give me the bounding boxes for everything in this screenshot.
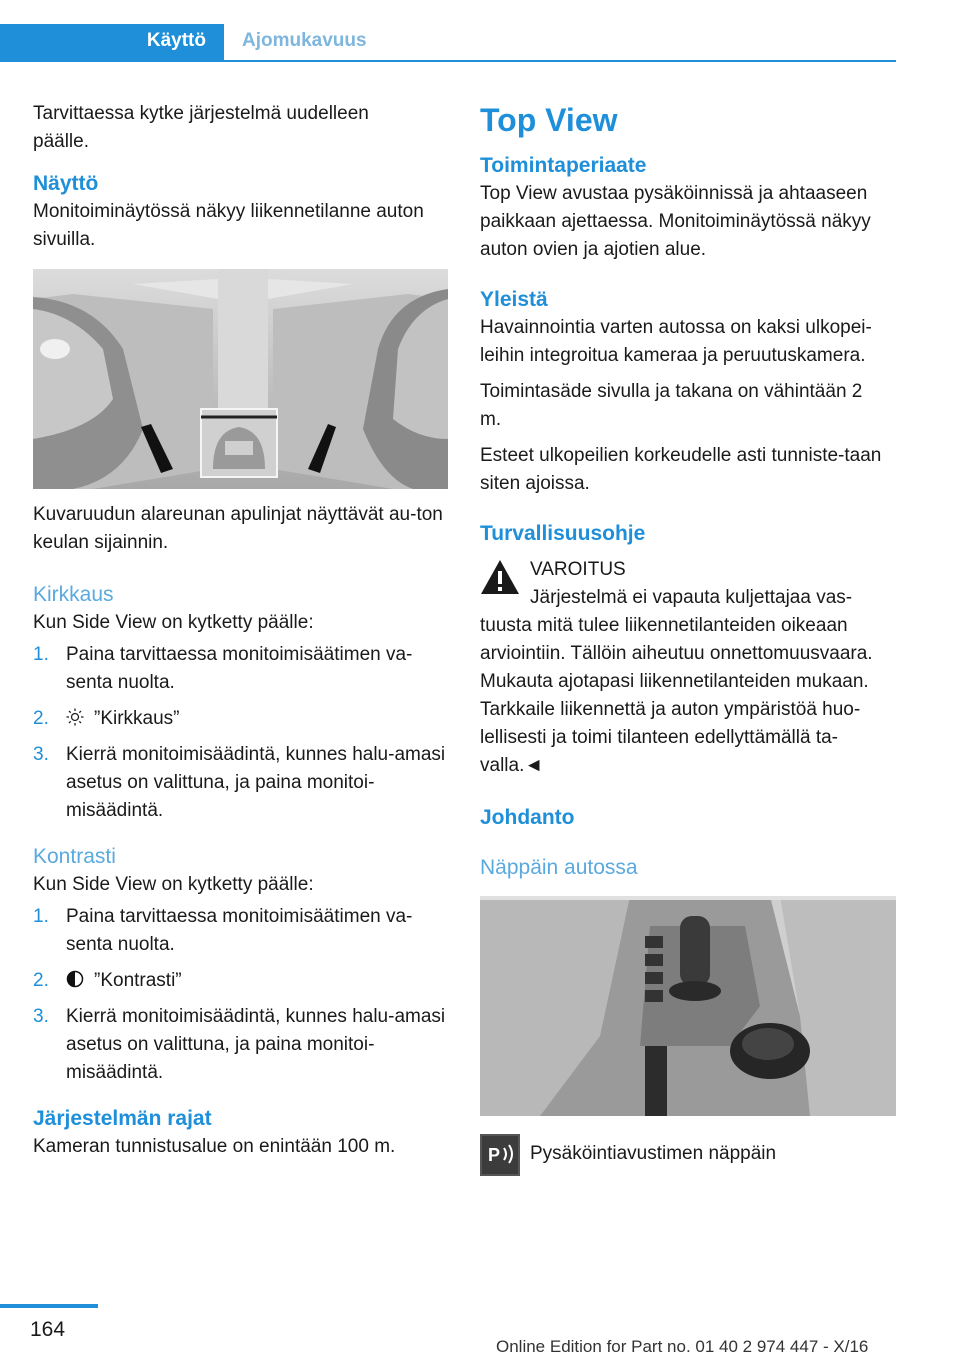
side-view-figure — [33, 269, 448, 489]
edition-text: Online Edition for Part no. 01 40 2 974 447 - X/16 — [496, 1337, 869, 1356]
header-rule — [224, 60, 896, 62]
step-text: ”Kontrasti” — [94, 970, 182, 991]
tab-kaytto[interactable] — [0, 24, 224, 62]
display-heading: Näyttö — [33, 172, 99, 195]
contrast-icon — [66, 970, 84, 988]
limits-heading: Järjestelmän rajat — [33, 1107, 212, 1130]
tab-kaytto-label: Käyttö — [146, 30, 206, 51]
step-number: 1. — [33, 906, 49, 927]
contrast-heading: Kontrasti — [33, 845, 116, 868]
list-item — [33, 641, 448, 697]
contrast-steps — [33, 903, 448, 1087]
general-heading: Yleistä — [480, 288, 548, 311]
general-text-2: Toimintasäde sivulla ja takana on vähintään 2 m. — [480, 381, 863, 430]
list-item — [33, 705, 448, 733]
warning-title: VAROITUS — [530, 559, 626, 580]
step-number: 3. — [33, 744, 49, 765]
step-number: 2. — [33, 970, 49, 991]
sun-icon — [66, 708, 84, 726]
intro-text: Tarvittaessa kytke järjestelmä uudelleen päälle. — [33, 103, 369, 152]
step-number: 1. — [33, 644, 49, 665]
page-title: Top View — [480, 102, 618, 138]
general-text-3: Esteet ulkopeilien korkeudelle asti tunniste-taan siten ajoissa. — [480, 445, 882, 494]
button-row — [480, 1134, 896, 1178]
brightness-steps — [33, 641, 448, 825]
step-number: 3. — [33, 1006, 49, 1027]
header-tabs — [0, 24, 896, 62]
step-text: Paina tarvittaessa monitoimisäätimen va-senta nuolta. — [66, 644, 413, 693]
warning-triangle-icon — [480, 558, 520, 598]
button-caption: Pysäköintiavustimen näppäin — [530, 1143, 777, 1164]
brightness-intro: Kun Side View on kytketty päälle: — [33, 612, 314, 633]
list-item — [33, 1003, 448, 1087]
list-item — [33, 741, 448, 825]
step-text: ”Kirkkaus” — [94, 708, 180, 729]
principle-heading: Toimintaperiaate — [480, 154, 647, 177]
page-number: 164 — [30, 1318, 66, 1341]
step-number: 2. — [33, 708, 49, 729]
footer-rule — [0, 1304, 98, 1308]
safety-heading: Turvallisuusohje — [480, 522, 646, 545]
principle-text: Top View avustaa pysäköinnissä ja ahtaaseen paikkaan ajettaessa. Monitoiminäytössä näkyy auton ovien ja ajotien alue. — [480, 183, 871, 260]
list-item — [33, 903, 448, 959]
figure-caption: Kuvaruudun alareunan apulinjat näyttävät au-ton keulan sijainnin. — [33, 504, 443, 553]
step-text: Paina tarvittaessa monitoimisäätimen va-senta nuolta. — [66, 906, 413, 955]
warning-text: Järjestelmä ei vapauta kuljettajaa vas-tuusta mitä tulee liikennetilanteiden oikeaan arviointiin. Tällöin aiheutuu onnettomuusvaara. Mukauta ajotapasi liikennetilanteiden mukaan. Tarkkaile liikennettä ja auton ympäristöä huo-lellisesti ja toimi tilanteen edellyttämällä ta-valla.◄ — [480, 587, 873, 776]
left-column — [33, 100, 448, 1161]
intro-heading: Johdanto — [480, 806, 575, 829]
list-item — [33, 967, 448, 995]
display-text: Monitoiminäytössä näkyy liikennetilanne auton sivuilla. — [33, 201, 424, 250]
svg-text:P: P — [488, 1145, 501, 1165]
parking-assist-button-icon — [480, 1134, 520, 1176]
warning-block — [480, 556, 896, 780]
button-heading: Näppäin autossa — [480, 856, 638, 879]
right-column — [480, 100, 896, 1178]
general-text-1: Havainnointia varten autossa on kaksi ulkopei-leihin integroitua kameraa ja peruutuskamera. — [480, 317, 872, 366]
brightness-heading: Kirkkaus — [33, 583, 114, 606]
step-text: Kierrä monitoimisäädintä, kunnes halu-amasi asetus on valittuna, ja paina monitoi-misäädintä. — [66, 744, 446, 821]
contrast-intro: Kun Side View on kytketty päälle: — [33, 874, 314, 895]
tab-ajomukavuus[interactable]: Ajomukavuus — [242, 30, 367, 51]
console-figure — [480, 896, 896, 1116]
limits-text: Kameran tunnistusalue on enintään 100 m. — [33, 1136, 396, 1157]
step-text: Kierrä monitoimisäädintä, kunnes halu-amasi asetus on valittuna, ja paina monitoi-misäädintä. — [66, 1006, 446, 1083]
